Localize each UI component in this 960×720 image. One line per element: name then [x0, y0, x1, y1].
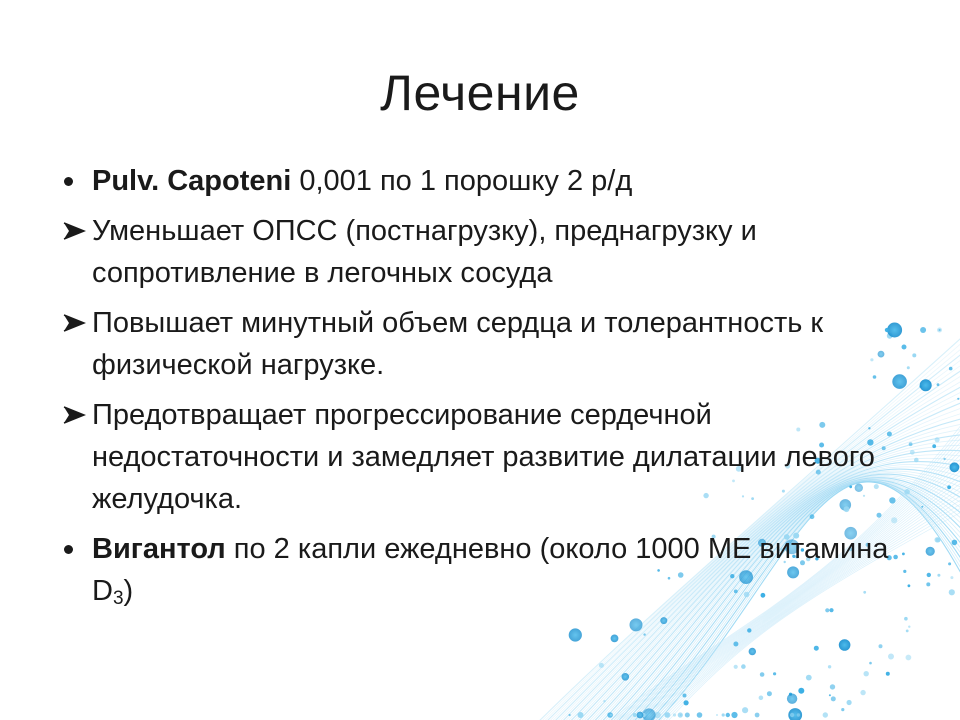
decorative-dot — [860, 690, 865, 695]
decorative-dot — [839, 639, 851, 651]
decorative-dot — [841, 708, 844, 711]
decorative-dot — [847, 700, 852, 705]
decorative-dot — [950, 462, 960, 472]
decorative-dot — [741, 664, 746, 669]
decorative-dot — [912, 353, 916, 357]
item-text: Уменьшает ОПСС (постнагрузку), преднагрузку и сопротивление в легочных сосуда — [92, 215, 757, 289]
decorative-dot — [935, 437, 940, 442]
decorative-dot — [569, 628, 582, 641]
decorative-dot — [755, 713, 760, 718]
decorative-dot — [920, 327, 926, 333]
decorative-dot — [790, 713, 794, 717]
decorative-dot — [921, 506, 923, 508]
decorative-dot — [734, 665, 738, 669]
decorative-dot — [937, 574, 940, 577]
decorative-dot — [578, 712, 584, 718]
decorative-dot — [948, 562, 951, 565]
decorative-dot — [888, 654, 894, 660]
decorative-dot — [673, 713, 676, 716]
arrowhead-icon — [62, 302, 88, 344]
arrowhead-icon — [62, 394, 88, 436]
decorative-dot — [943, 458, 945, 460]
decorative-dot — [869, 662, 872, 665]
item-suffix: ) — [123, 575, 134, 607]
item-text: Предотвращает прогрессирование сердечной недостаточности и замедляет развитие дилатации левого желудочка. — [92, 399, 875, 515]
decorative-dot — [787, 694, 797, 704]
decorative-dot — [879, 644, 883, 648]
decorative-dot — [665, 712, 671, 718]
decorative-dot — [932, 444, 936, 448]
decorative-dot — [798, 688, 804, 694]
list-item-effect-1 — [62, 210, 912, 294]
arrowhead-icon — [62, 210, 88, 252]
drug-name: Вигантол — [92, 533, 226, 565]
decorative-dot — [952, 540, 958, 546]
list-item-effect-2 — [62, 302, 912, 386]
decorative-dot — [610, 714, 612, 716]
item-text: по 2 капли ежедневно (около 1000 МЕ витамина D — [92, 533, 889, 607]
decorative-dot — [830, 684, 835, 689]
decorative-dot — [683, 694, 687, 698]
decorative-dot — [633, 713, 637, 717]
item-text: 0,001 по 1 порошку 2 р/д — [291, 165, 633, 197]
decorative-dot — [927, 573, 931, 577]
decorative-dot — [957, 398, 959, 400]
decorative-dot — [914, 458, 919, 463]
decorative-dot — [685, 713, 690, 718]
decorative-dot — [603, 700, 605, 702]
decorative-dot — [742, 707, 748, 713]
list-item-effect-3 — [62, 394, 912, 520]
decorative-dot — [949, 589, 955, 595]
bullet-list — [62, 160, 912, 628]
decorative-dot — [926, 582, 930, 586]
decorative-dot — [831, 696, 836, 701]
decorative-dot — [937, 383, 940, 386]
decorative-dot — [797, 713, 800, 716]
decorative-dot — [716, 714, 718, 716]
decorative-dot — [947, 485, 951, 489]
list-item-vigantol — [62, 528, 912, 620]
decorative-dot — [760, 672, 765, 677]
decorative-dot — [726, 713, 730, 717]
decorative-dot — [920, 379, 932, 391]
decorative-dot — [823, 712, 828, 717]
decorative-dot — [678, 712, 683, 717]
decorative-dot — [637, 712, 644, 719]
decorative-dot — [733, 642, 738, 647]
decorative-dot — [599, 663, 604, 668]
decorative-dot — [950, 576, 953, 579]
decorative-dot — [731, 712, 737, 718]
decorative-dot — [747, 628, 751, 632]
decorative-dot — [906, 655, 912, 661]
decorative-dot — [697, 712, 703, 718]
decorative-dot — [906, 630, 909, 633]
decorative-dot — [749, 648, 756, 655]
subscript: 3 — [112, 588, 124, 609]
page-title: Лечение — [380, 65, 580, 121]
decorative-dot — [828, 665, 831, 668]
decorative-dot — [935, 537, 940, 542]
decorative-dot — [722, 713, 725, 716]
drug-name: Pulv. Capoteni — [92, 165, 292, 197]
decorative-dot — [829, 694, 831, 696]
decorative-dot — [684, 700, 689, 705]
list-item-capoteni — [62, 160, 912, 202]
bullet-icon — [62, 160, 88, 202]
decorative-dot — [814, 646, 819, 651]
decorative-dot — [949, 367, 953, 371]
decorative-dot — [939, 329, 941, 331]
decorative-dot — [767, 691, 772, 696]
decorative-dot — [864, 671, 869, 676]
decorative-dot — [773, 672, 776, 675]
bullet-icon — [62, 528, 88, 570]
decorative-dot — [622, 673, 630, 681]
decorative-dot — [759, 696, 764, 701]
decorative-dot — [926, 547, 935, 556]
decorative-dot — [611, 635, 619, 643]
decorative-dot — [643, 633, 645, 635]
decorative-dot — [806, 675, 812, 681]
decorative-dot — [886, 672, 890, 676]
item-text: Повышает минутный объем сердца и толерантность к физической нагрузке. — [92, 307, 824, 381]
decorative-dot — [569, 714, 571, 716]
